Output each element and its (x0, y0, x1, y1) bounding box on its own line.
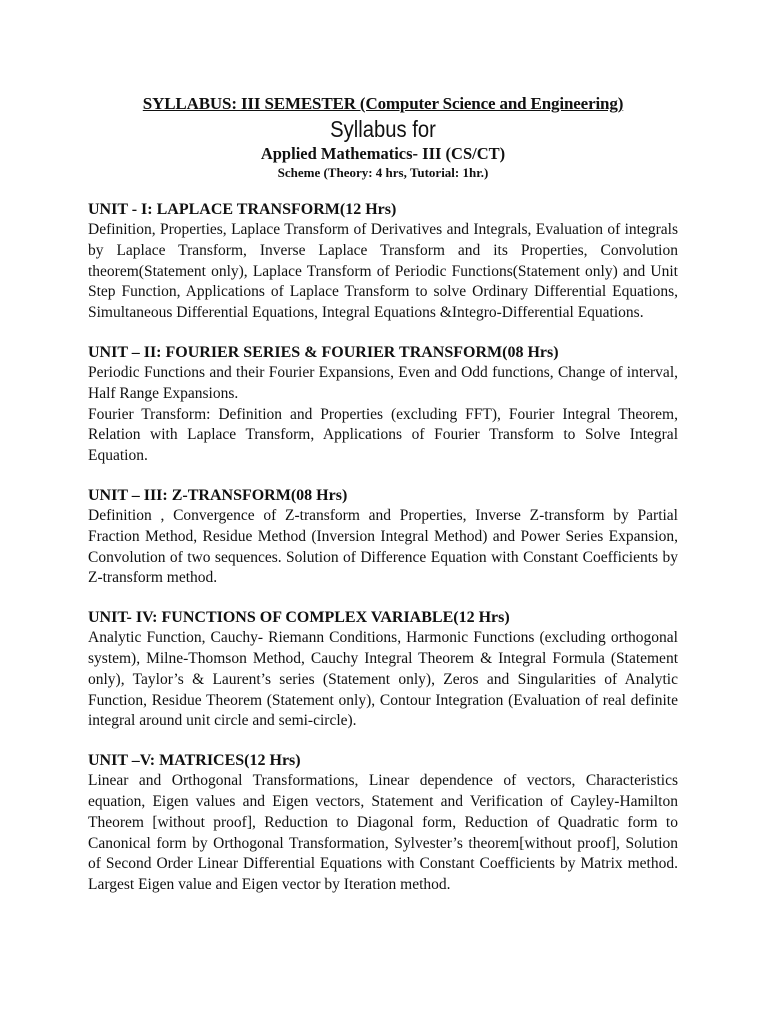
unit-5 (88, 750, 678, 896)
unit-paragraph: Analytic Function, Cauchy- Riemann Conditions, Harmonic Functions (excluding orthogonal system), Milne-Thomson Method, Cauchy Integral Theorem & Integral Formula (Statement only), Taylor’s & Laurent’s series (Statement only), Zeros and Singularities of Analytic Function, Residue Theorem (Statement only), Contour Integration (Evaluation of real definite integral around unit circle and semi-circle). (88, 629, 678, 730)
subject-title: Applied Mathematics- III (CS/CT) (260, 144, 506, 163)
unit-paragraph: Linear and Orthogonal Transformations, Linear dependence of vectors, Characteristics equation, Eigen values and Eigen vectors, Statement and Verification of Cayley-Hamilton Theorem [without proof], Reduction to Diagonal form, Reduction of Quadratic form to Canonical form by Orthogonal Transformation, Sylvester’s theorem[without proof], Solution of Second Order Linear Differential Equations with Constant Coefficients by Matrix method. Largest Eigen value and Eigen vector by Iteration method. (88, 772, 678, 894)
unit-4 (88, 607, 678, 732)
unit-heading: UNIT – III: Z-TRANSFORM(08 Hrs) (88, 486, 348, 504)
unit-heading: UNIT – II: FOURIER SERIES & FOURIER TRANSFORM(08 Hrs) (88, 343, 559, 361)
semester-heading: SYLLABUS: III SEMESTER (Computer Science and Engineering) (142, 94, 624, 113)
unit-heading: UNIT –V: MATRICES(12 Hrs) (88, 752, 301, 770)
page-title: Syllabus for (330, 116, 436, 142)
unit-heading: UNIT - I: LAPLACE TRANSFORM(12 Hrs) (88, 201, 397, 218)
scheme-line: Scheme (Theory: 4 hrs, Tutorial: 1hr.) (277, 165, 489, 180)
unit-heading: UNIT- IV: FUNCTIONS OF COMPLEX VARIABLE(12 Hrs) (88, 609, 510, 627)
unit-3 (88, 485, 678, 589)
unit-paragraph: Periodic Functions and their Fourier Expansions, Even and Odd functions, Change of interval, Half Range Expansions. (88, 363, 678, 402)
unit-paragraph: Fourier Transform: Definition and Properties (excluding FFT), Fourier Integral Theorem, Relation with Laplace Transform, Applications of Fourier Transform to Solve Integral Equation. (88, 405, 678, 465)
unit-paragraph: Definition, Properties, Laplace Transform of Derivatives and Integrals, Evaluation of integrals by Laplace Transform, Inverse Laplace Transform and its Properties, Convolution theorem(Statement only), Laplace Transform of Periodic Functions(Statement only) and Unit Step Function, Applications of Laplace Transform to solve Ordinary Differential Equations, Simultaneous Differential Equations, Integral Equations &Integro-Differential Equations. (88, 221, 678, 322)
unit-2 (88, 342, 678, 467)
unit-1 (88, 199, 678, 324)
syllabus-page (88, 93, 678, 896)
unit-paragraph: Definition , Convergence of Z-transform and Properties, Inverse Z-transform by Partial Fraction Method, Residue Method (Inversion Integral Method) and Power Series Expansion, Convolution of two sequences. Solution of Difference Equation with Constant Coefficients by Z-transform method. (88, 506, 678, 587)
units-list (88, 199, 678, 896)
